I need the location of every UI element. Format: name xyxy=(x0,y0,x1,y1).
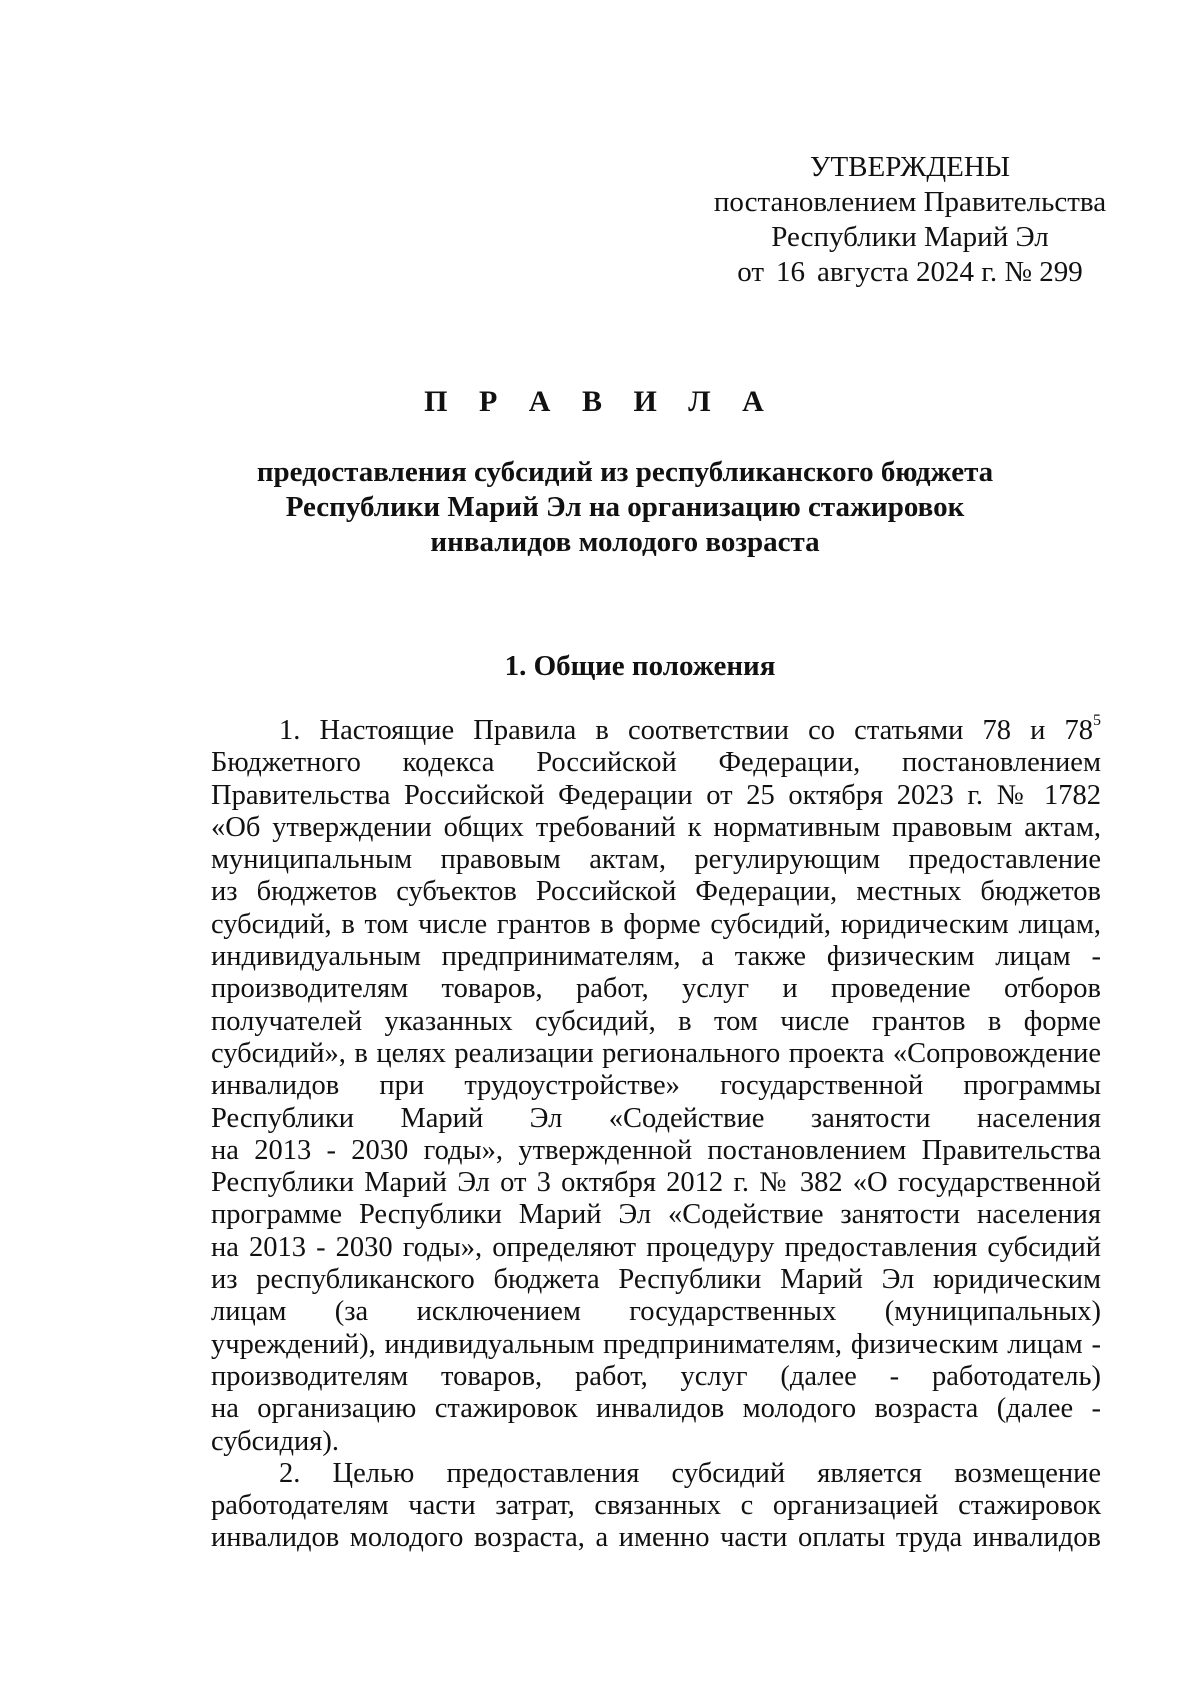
body-line: получателей указанных субсидий, в том числе грантов в форме xyxy=(211,1005,1101,1037)
approval-stamp xyxy=(690,150,1130,290)
body-line: инвалидов при трудоустройстве» государственной программы xyxy=(211,1070,1101,1102)
document-title: П Р А В И Л А xyxy=(424,385,776,418)
approval-date-line xyxy=(690,255,1130,290)
body-line: муниципальным правовым актам, регулирующим предоставление xyxy=(211,844,1101,876)
body-line: из бюджетов субъектов Российской Федерации, местных бюджетов xyxy=(211,876,1101,908)
superscript: 5 xyxy=(1093,712,1101,729)
body-line: субсидий», в целях реализации регионального проекта «Сопровождение xyxy=(211,1037,1101,1069)
paragraph-1 xyxy=(211,747,1101,1458)
body-line: индивидуальным предпринимателям, а также физическим лицам - xyxy=(211,941,1101,973)
body-line: на 2013 - 2030 годы», утвержденной постановлением Правительства xyxy=(211,1134,1101,1166)
subtitle-line: Республики Марий Эл на организацию стажировок xyxy=(285,491,965,523)
body-line: лицам (за исключением государственных (муниципальных) xyxy=(211,1296,1101,1328)
body-line: инвалидов молодого возраста, а именно части оплаты труда инвалидов xyxy=(211,1522,1101,1554)
document-subtitle xyxy=(240,455,1010,560)
body-line: из республиканского бюджета Республики Марий Эл юридическим xyxy=(211,1264,1101,1296)
section-heading: 1. Общие положения xyxy=(504,650,776,682)
body-line: производителям товаров, работ, услуг (далее - работодатель) xyxy=(211,1360,1101,1392)
body-line: учреждений), индивидуальным предпринимателям, физическим лицам - xyxy=(211,1328,1101,1360)
body-line: субсидий, в том числе грантов в форме субсидий, юридическим лицам, xyxy=(211,908,1101,940)
approval-heading: УТВЕРЖДЕНЫ xyxy=(809,151,1011,183)
body-line: Правительства Российской Федерации от 25 октября 2023 г. № 1782 xyxy=(211,779,1101,811)
body-line: программе Республики Марий Эл «Содействие занятости населения xyxy=(211,1199,1101,1231)
document-body xyxy=(211,712,1101,1555)
body-line: субсидия). xyxy=(211,1425,340,1457)
paragraph-1-first-line: 1. Настоящие Правила в соответствии со статьями 78 и $78^5$ xyxy=(279,712,1101,746)
body-line: Бюджетного кодекса Российской Федерации, постановлением xyxy=(211,747,1101,779)
approval-date-prefix: от xyxy=(737,256,764,288)
body-line: 2. Целью предоставления субсидий является возмещение xyxy=(279,1457,1101,1489)
body-line: Республики Марий Эл «Содействие занятости населения xyxy=(211,1102,1101,1134)
body-line: Республики Марий Эл от 3 октября 2012 г. № 382 «О государственной xyxy=(211,1167,1101,1199)
body-line: на 2013 - 2030 годы», определяют процедуру предоставления субсидий xyxy=(211,1231,1101,1263)
paragraph-2 xyxy=(211,1458,1101,1555)
approval-date-rest: августа 2024 г. № 299 xyxy=(817,256,1083,288)
subtitle-line: инвалидов молодого возраста xyxy=(430,526,820,558)
body-line: производителям товаров, работ, услуг и проведение отборов xyxy=(211,973,1101,1005)
approval-line-1: постановлением Правительства xyxy=(713,186,1107,218)
subtitle-line: предоставления субсидий из республиканского бюджета xyxy=(256,456,994,488)
body-line: работодателям части затрат, связанных с организацией стажировок xyxy=(211,1490,1101,1522)
approval-day: 16 xyxy=(776,256,805,288)
body-line: на организацию стажировок инвалидов молодого возраста (далее - xyxy=(211,1393,1101,1425)
approval-line-2: Республики Марий Эл xyxy=(771,221,1049,253)
body-line: «Об утверждении общих требований к нормативным правовым актам, xyxy=(211,811,1101,843)
